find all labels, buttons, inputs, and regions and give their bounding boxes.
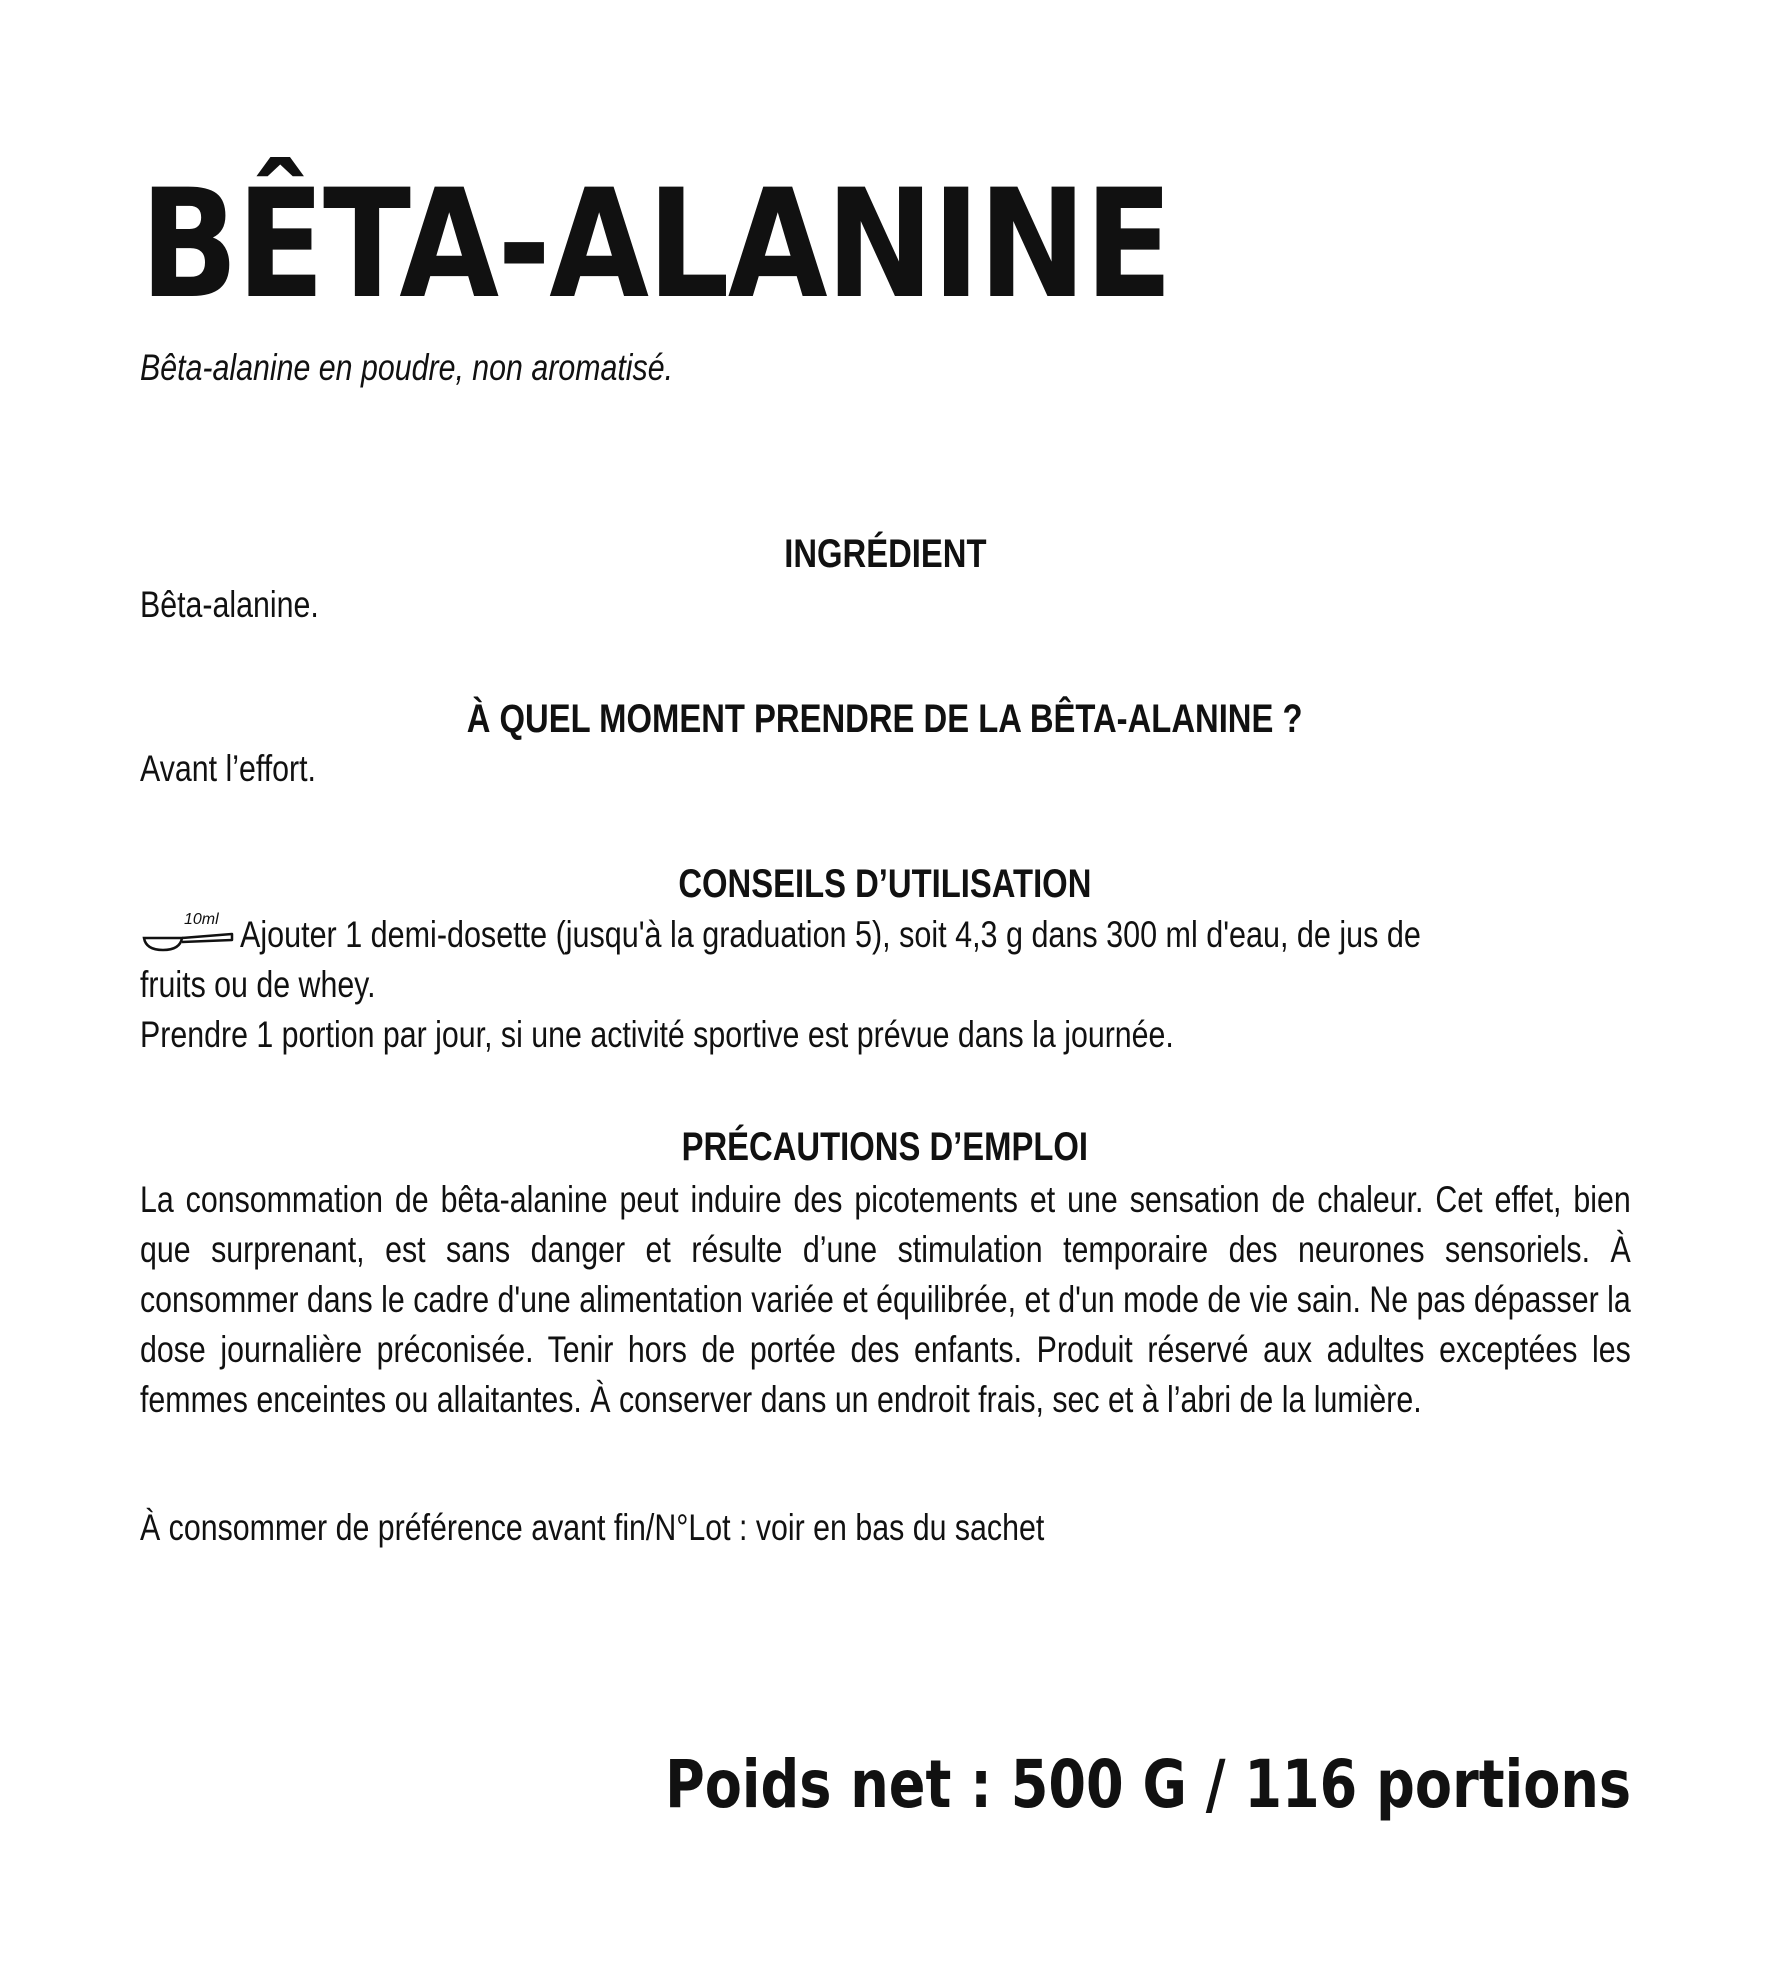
- usage-dosage-text: Ajouter 1 demi-dosette (jusqu'à la graduation 5), soit 4,3 g dans 300 ml d'eau, de jus de: [240, 914, 1421, 955]
- moment-value: Avant l’effort.: [140, 748, 316, 789]
- usage-line-2-text: fruits ou de whey.: [140, 964, 376, 1005]
- expiry-text: [140, 1503, 1630, 1553]
- moment-heading-text: À QUEL MOMENT PRENDRE DE LA BÊTA-ALANINE ?: [467, 697, 1303, 741]
- usage-line-3: [140, 1010, 1630, 1060]
- usage-line-3-text: Prendre 1 portion par jour, si une activité sportive est prévue dans la journée.: [140, 1014, 1174, 1055]
- precautions-heading-text: PRÉCAUTIONS D’EMPLOI: [681, 1125, 1089, 1169]
- ingredient-value: Bêta-alanine.: [140, 584, 319, 625]
- ingredient-heading-text: INGRÉDIENT: [783, 532, 987, 576]
- expiry-value: À consommer de préférence avant fin/N°Lot : voir en bas du sachet: [140, 1507, 1045, 1548]
- usage-heading: [140, 860, 1630, 908]
- usage-line-1: [140, 910, 1630, 960]
- measuring-scoop-icon: [140, 910, 236, 956]
- usage-line-2: [140, 960, 1630, 1010]
- product-subtitle: Bêta-alanine en poudre, non aromatisé.: [140, 347, 673, 388]
- net-weight-text: Poids net : 500 G / 116 portions: [664, 1746, 1631, 1823]
- net-weight: [453, 1745, 1631, 1825]
- ingredient-text: [140, 580, 1630, 630]
- product-title: BÊTA-ALANINE: [140, 158, 1172, 332]
- scoop-capacity-label: 10ml: [184, 911, 219, 928]
- ingredient-heading: [140, 530, 1630, 578]
- moment-text: [140, 744, 1630, 794]
- precautions-text: La consommation de bêta-alanine peut induire des picotements et une sensation de chaleur. Cet effet, bien que surprenant, est sans danger et résulte d’une stimulation temporaire des neurones sensoriels. À consommer dans le cadre d'une alimentation variée et équilibrée, et d'un mode de vie sain. Ne pas dépasser la dose journalière préconisée. Tenir hors de portée des enfants. Produit réservé aux adultes exceptées les femmes enceintes ou allaitantes. À conserver dans un endroit frais, sec et à l’abri de la lumière.: [140, 1179, 1631, 1420]
- usage-heading-text: CONSEILS D’UTILISATION: [678, 862, 1092, 906]
- precautions-heading: [140, 1123, 1630, 1171]
- moment-heading: [140, 695, 1630, 743]
